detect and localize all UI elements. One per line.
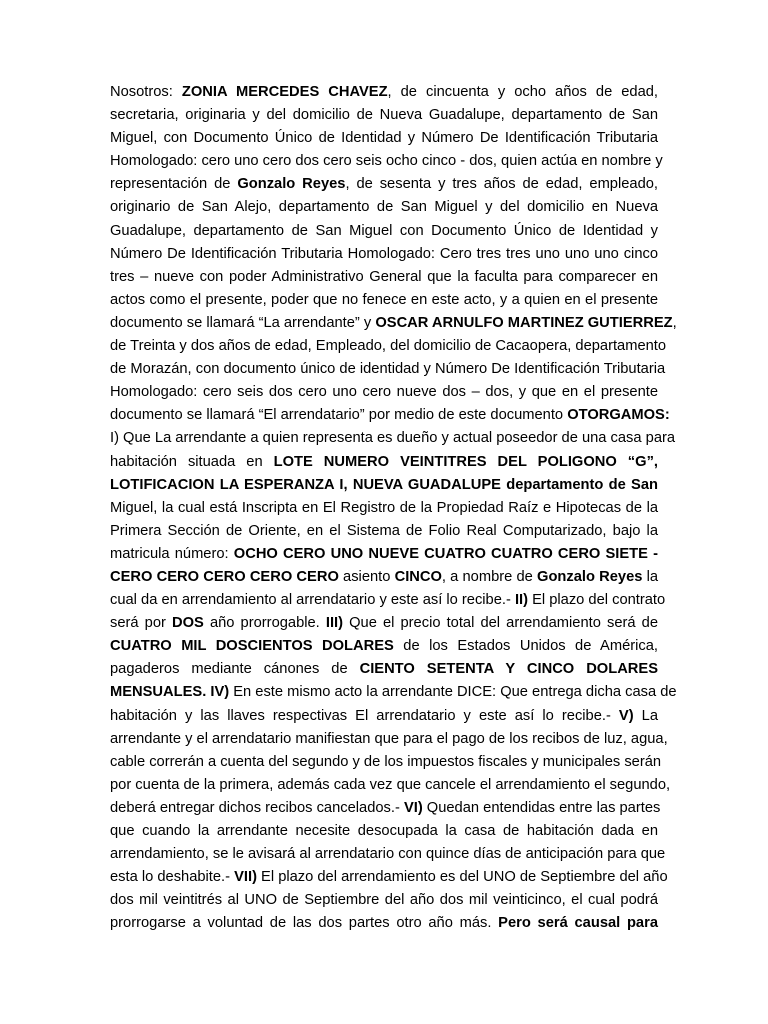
text-line: Miguel, la cual está Inscripta en El Registro de la Propiedad Raíz e Hipotecas de la [110, 499, 658, 516]
text-line: representación de Gonzalo Reyes, de sesenta y tres años de edad, empleado, [110, 176, 658, 193]
text-line: CERO CERO CERO CERO CERO asiento CINCO, a nombre de Gonzalo Reyes la [110, 568, 659, 585]
text-line: será por DOS año prorrogable. III) Que el precio total del arrendamiento será de [110, 615, 658, 632]
text-line: cable correrán a cuenta del segundo y de los impuestos fiscales y municipales serán [110, 753, 662, 770]
text-line: por cuenta de la primera, además cada vez que cancele el arrendamiento el segundo, [110, 776, 671, 793]
text-line: LOTIFICACION LA ESPERANZA I, NUEVA GUADALUPE departamento de San [110, 476, 658, 493]
text-line: esta lo deshabite.- VII) El plazo del arrendamiento es del UNO de Septiembre del año [110, 869, 668, 886]
text-line: cual da en arrendamiento al arrendatario y este así lo recibe.- II) El plazo del contrato [110, 592, 666, 609]
text-line: arrendante y el arrendatario manifiestan que para el pago de los recibos de luz, agua, [110, 730, 668, 747]
text-line: Homologado: cero uno cero dos cero seis ocho cinco - dos, quien actúa en nombre y [110, 153, 663, 170]
text-line: habitación situada en LOTE NUMERO VEINTITRES DEL POLIGONO “G”, [110, 453, 658, 470]
text-line: habitación y las llaves respectivas El arrendatario y este así lo recibe.- V) La [110, 707, 658, 724]
text-line: de Morazán, con documento único de identidad y Número De Identificación Tributaria [110, 361, 666, 378]
text-line: MENSUALES. IV) En este mismo acto la arrendante DICE: Que entrega dicha casa de [110, 684, 677, 701]
text-line: de Treinta y dos años de edad, Empleado, del domicilio de Cacaopera, departamento [110, 338, 667, 355]
contract-text [110, 81, 677, 935]
text-line: originario de San Alejo, departamento de San Miguel y del domicilio en Nueva [110, 199, 658, 216]
text-line: Homologado: cero seis dos cero uno cero nueve dos – dos, y que en el presente [110, 384, 658, 401]
text-line: CUATRO MIL DOSCIENTOS DOLARES de los Estados Unidos de América, [110, 638, 658, 655]
text-line: Guadalupe, departamento de San Miguel con Documento Único de Identidad y [110, 222, 658, 239]
text-line: que cuando la arrendante necesite desocupada la casa de habitación dada en [110, 823, 658, 839]
text-line: I) Que La arrendante a quien representa es dueño y actual poseedor de una casa para [110, 430, 676, 447]
text-line: dos mil veintitrés al UNO de Septiembre del año dos mil veinticinco, el cual podrá [110, 892, 658, 909]
text-line: tres – nueve con poder Administrativo General que la faculta para comparecer en [110, 268, 658, 285]
text-line: Nosotros: ZONIA MERCEDES CHAVEZ, de cincuenta y ocho años de edad, [110, 84, 658, 100]
text-line: arrendamiento, se le avisará al arrendatario con quince días de anticipación para que [110, 846, 666, 863]
text-line: actos como el presente, poder que no fenece en este acto, y a quien en el presente [110, 291, 658, 308]
text-line: matricula número: OCHO CERO UNO NUEVE CUATRO CUATRO CERO SIETE - [110, 545, 658, 562]
text-line: pagaderos mediante cánones de CIENTO SETENTA Y CINCO DOLARES [110, 661, 659, 678]
text-line: documento se llamará “La arrendante” y OSCAR ARNULFO MARTINEZ GUTIERREZ, [110, 314, 677, 331]
text-line: Número De Identificación Tributaria Homologado: Cero tres tres uno uno uno cinco [110, 245, 658, 262]
text-line: Miguel, con Documento Único de Identidad y Número De Identificación Tributaria [110, 130, 658, 147]
text-line: Primera Sección de Oriente, en el Sistema de Folio Real Computarizado, bajo la [110, 522, 658, 539]
text-line: deberá entregar dichos recibos cancelados.- VI) Quedan entendidas entre las partes [110, 799, 661, 816]
text-line: prorrogarse a voluntad de las dos partes otro año más. Pero será causal para [110, 915, 658, 932]
text-line: secretaria, originaria y del domicilio de Nueva Guadalupe, departamento de San [110, 107, 658, 124]
text-line: documento se llamará “El arrendatario” por medio de este documento OTORGAMOS: [110, 407, 670, 424]
